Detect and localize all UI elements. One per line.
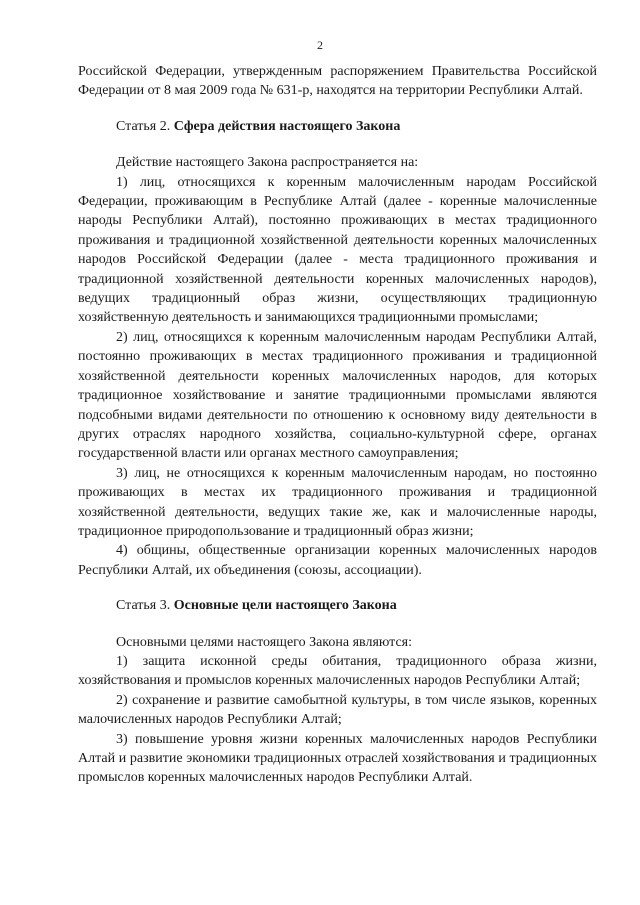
article-3-label: Статья 3. <box>116 598 171 614</box>
article-3-heading <box>78 596 597 615</box>
article-3-intro: Основными целями настоящего Закона являются: <box>116 634 412 650</box>
document-body <box>78 62 597 788</box>
article-2-intro: Действие настоящего Закона распространяется на: <box>116 155 419 171</box>
article-3-item: 3) повышение уровня жизни коренных малочисленных народов Республики Алтай и развитие экономики традиционных отраслей хозяйствования и традиционных промыслов коренных малочисленных народов Республики Алтай. <box>78 731 597 786</box>
article-2-item: 4) общины, общественные организации коренных малочисленных народов Республики Алтай, их объединения (союзы, ассоциации). <box>78 543 597 578</box>
article-2-item: 2) лиц, относящихся к коренным малочисленным народам Республики Алтай, постоянно проживающих в местах традиционного проживания и традиционной хозяйственной деятельности коренных малочисленных народов, для которых традиционное хозяйствование и занятие традиционными промыслами являются подсобными видами деятельности по отношению к основному виду деятельности в других отраслях народного хозяйства, социально-культурной сфере, органах государственной власти или органах местного самоуправления; <box>78 329 597 462</box>
article-3-item: 2) сохранение и развитие самобытной культуры, в том числе языков, коренных малочисленных народов Республики Алтай; <box>78 692 597 728</box>
article-2-title: Сфера действия настоящего Закона <box>173 118 401 134</box>
page-number: 2 <box>317 38 323 52</box>
article-2-label: Статья 2. <box>116 118 171 134</box>
article-2-heading <box>78 117 597 136</box>
article-2-item: 3) лиц, не относящихся к коренным малочисленным народам, но постоянно проживающих в местах их традиционного проживания и традиционной хозяйственной деятельности, ведущих такие же, как и малочисленные народы, традиционное природопользование и традиционный образ жизни; <box>78 465 597 539</box>
article-3-item: 1) защита исконной среды обитания, традиционного образа жизни, хозяйствования и промыслов коренных малочисленных народов Республики Алтай; <box>78 653 597 689</box>
lead-paragraph: Российской Федерации, утвержденным распоряжением Правительства Российской Федерации от 8 мая 2009 года № 631-р, находятся на территории Республики Алтай. <box>78 64 597 99</box>
article-2-item: 1) лиц, относящихся к коренным малочисленным народам Российской Федерации, проживающим в Республике Алтай (далее - коренные малочисленные народы Республики Алтай), постоянно проживающих в местах традиционного проживания и традиционной хозяйственной деятельности коренных малочисленных народов Российской Федерации (далее - места традиционного проживания и традиционной хозяйственной деятельности коренных малочисленных народов), ведущих традиционный образ жизни, осуществляющих традиционную хозяйственную деятельность и занимающихся традиционными промыслами; <box>78 174 597 326</box>
article-3-title: Основные цели настоящего Закона <box>173 598 397 614</box>
